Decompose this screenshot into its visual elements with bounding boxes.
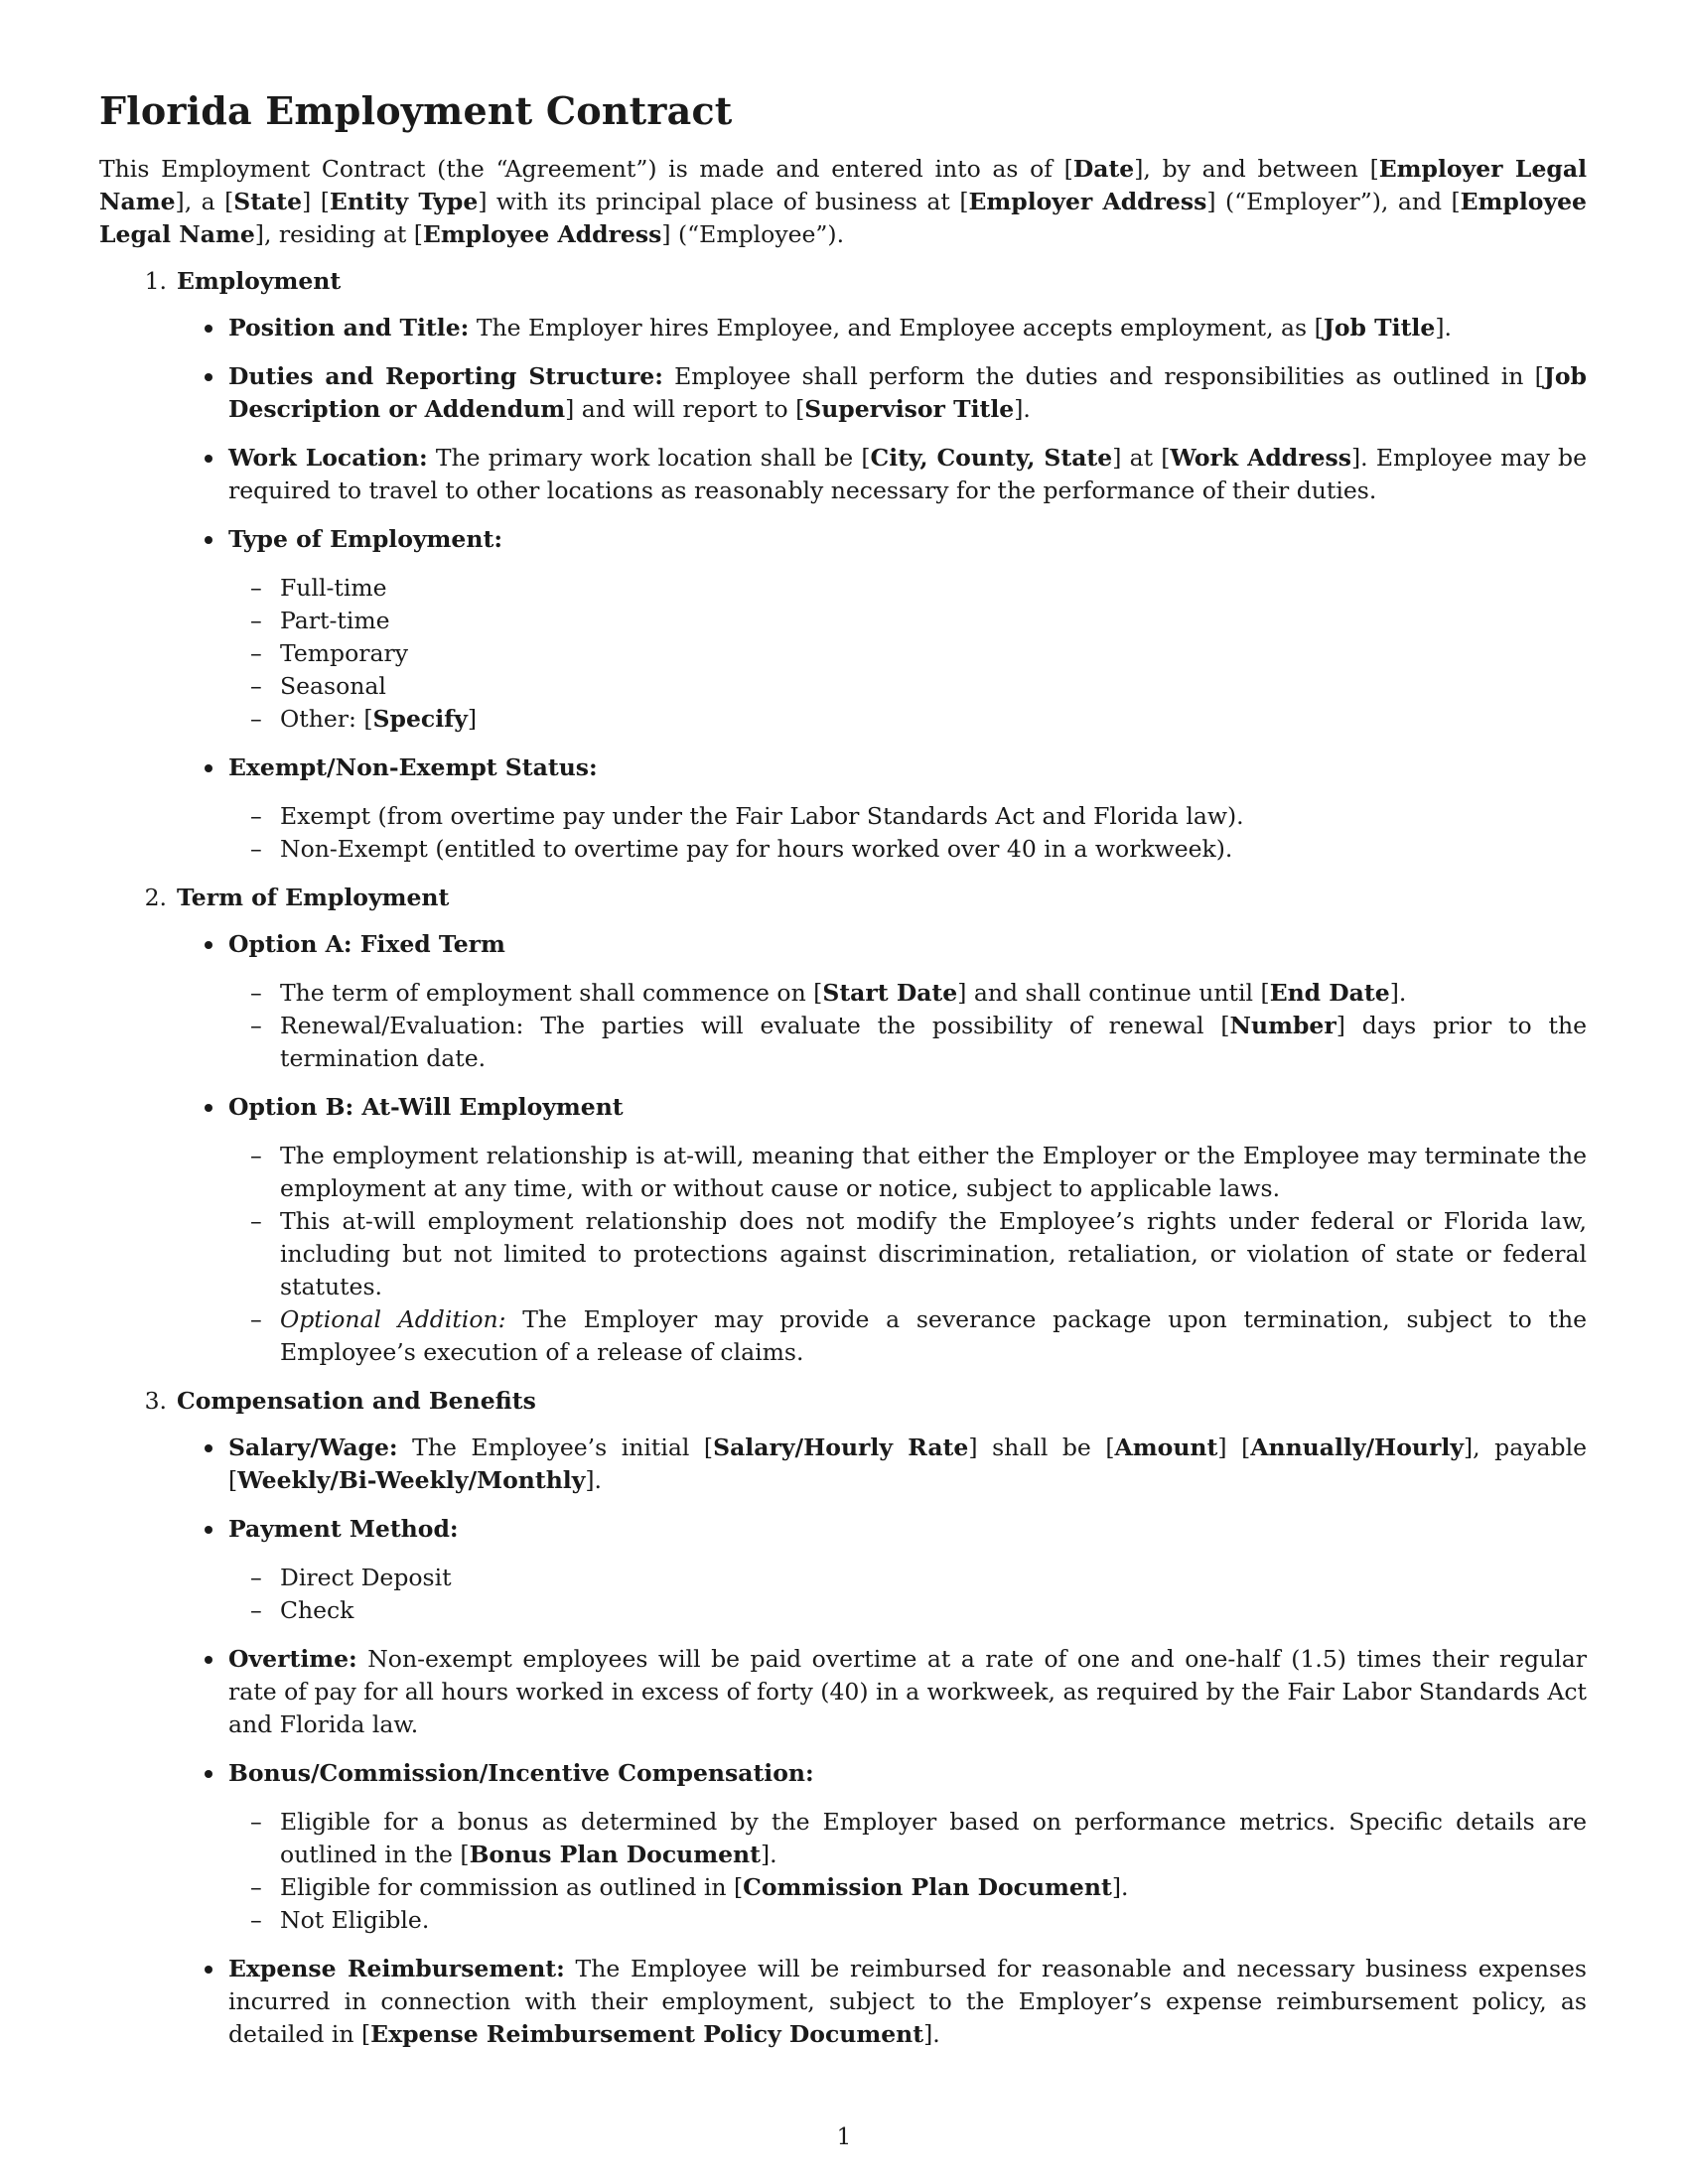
list-item-overtime (228, 1643, 1587, 1741)
list-item-work-location (228, 442, 1587, 507)
item-text: The Employee’s initial [ (397, 1433, 714, 1461)
placeholder-number: Number (1229, 1012, 1336, 1039)
item-text: Eligible for a bonus as determined by the Employer based on performance metrics. Specific details are outlined in the [ (280, 1808, 1587, 1868)
placeholder-specify: Specify (372, 705, 468, 733)
bonus-options (280, 1806, 1587, 1937)
option-check: – Check (280, 1594, 1587, 1627)
option-other (280, 703, 1587, 736)
section-title: Compensation and Benefits (177, 1387, 536, 1415)
placeholder-period: Annually/Hourly (1250, 1433, 1464, 1461)
option-part-time: – Part-time (280, 605, 1587, 637)
payment-method-options (280, 1562, 1587, 1627)
detail-at-will: – The employment relationship is at-will, meaning that either the Employer or the Employee may terminate the employment at any time, with or without cause or notice, subject to applicable laws. (280, 1140, 1587, 1205)
item-text: Eligible for commission as outlined in [ (280, 1873, 744, 1901)
item-text: ] at [ (1112, 444, 1171, 472)
section-heading-compensation (99, 1385, 1587, 1418)
option-direct-deposit: – Direct Deposit (280, 1562, 1587, 1594)
placeholder-supervisor-title: Supervisor Title (804, 395, 1015, 423)
item-text: ] and shall continue until [ (957, 979, 1270, 1007)
item-label: Salary/Wage: (228, 1433, 398, 1461)
list-item-salary (228, 1432, 1587, 1497)
option-bonus (280, 1806, 1587, 1871)
option-a-details (280, 977, 1587, 1075)
item-text: ]. (923, 2020, 940, 2048)
placeholder-employer-address: Employer Address (968, 188, 1207, 215)
list-item-bonus (228, 1757, 1587, 1937)
option-temporary: – Temporary (280, 637, 1587, 670)
list-item-expense (228, 1953, 1587, 2051)
list-item-exempt-status (228, 751, 1587, 866)
placeholder-city-county-state: City, County, State (870, 444, 1113, 472)
option-b-details (280, 1140, 1587, 1369)
intro-paragraph (99, 153, 1587, 251)
section-3-list (228, 1432, 1587, 2051)
placeholder-date: Date (1072, 155, 1135, 183)
section-1-list (228, 312, 1587, 866)
item-text: ]. (1111, 1873, 1129, 1901)
option-non-exempt: – Non-Exempt (entitled to overtime pay for hours worked over 40 in a workweek). (280, 833, 1587, 866)
placeholder-start-date: Start Date (822, 979, 958, 1007)
list-item-position (228, 312, 1587, 344)
placeholder-pay-frequency: Weekly/Bi-Weekly/Monthly (237, 1466, 586, 1494)
employment-type-options (280, 572, 1587, 736)
detail-term-dates (280, 977, 1587, 1010)
placeholder-end-date: End Date (1269, 979, 1390, 1007)
item-text: ], payable [ (228, 1433, 1587, 1494)
detail-rights: – This at-will employment relationship does not modify the Employee’s rights under federal or Florida law, including but not limited to protections against discrimination, retaliation, or violation of state or federal statutes. (280, 1205, 1587, 1303)
item-label: Work Location: (228, 444, 428, 472)
placeholder-work-address: Work Address (1170, 444, 1352, 472)
placeholder-rate: Salary/Hourly Rate (713, 1433, 969, 1461)
section-heading-employment (99, 265, 1587, 298)
item-label: Option B: At-Will Employment (228, 1093, 624, 1121)
item-text: ] (467, 705, 478, 733)
intro-text: ], a [ (175, 188, 234, 215)
item-text: ] [ (1217, 1433, 1251, 1461)
item-text: ] shall be [ (968, 1433, 1115, 1461)
item-text: ]. (1014, 395, 1031, 423)
item-text: Non-exempt employees will be paid overtime at a rate of one and one-half (1.5) times their regular rate of pay for all hours worked in excess of forty (40) in a workweek, as required by the Fair Labor Standards Act and Florida law. (228, 1645, 1587, 1738)
placeholder-entity-type: Entity Type (329, 188, 479, 215)
placeholder-expense-policy: Expense Reimbursement Policy Document (370, 2020, 924, 2048)
item-text: ] days prior to the termination date. (280, 1012, 1587, 1072)
section-title: Employment (177, 267, 342, 295)
option-exempt: – Exempt (from overtime pay under the Fair Labor Standards Act and Florida law). (280, 800, 1587, 833)
placeholder-employee-name: Employee Legal Name (99, 188, 1588, 248)
list-item-employment-type (228, 523, 1587, 736)
item-text: The Employer hires Employee, and Employee accepts employment, as [ (469, 314, 1324, 341)
option-full-time: – Full-time (280, 572, 1587, 605)
item-text: ]. Employee may be required to travel to other locations as reasonably necessary for the performance of their duties. (228, 444, 1587, 504)
section-number: 1. (144, 267, 167, 295)
section-number: 2. (144, 884, 167, 911)
detail-renewal (280, 1010, 1587, 1075)
intro-text: ] (“Employee”). (661, 220, 845, 248)
intro-text: ], by and between [ (1134, 155, 1379, 183)
section-2-list (228, 928, 1587, 1369)
intro-text: ] [ (302, 188, 330, 215)
item-text: Employee shall perform the duties and responsibilities as outlined in [ (662, 362, 1544, 390)
placeholder-state: State (233, 188, 303, 215)
placeholder-job-description: Job Description or Addendum (228, 362, 1587, 423)
section-title: Term of Employment (177, 884, 450, 911)
item-label: Type of Employment: (228, 525, 502, 553)
placeholder-commission-plan: Commission Plan Document (743, 1873, 1112, 1901)
list-item-payment-method (228, 1513, 1587, 1627)
item-label: Payment Method: (228, 1515, 459, 1543)
item-label: Option A: Fixed Term (228, 930, 505, 958)
item-label: Expense Reimbursement: (228, 1955, 565, 1982)
placeholder-amount: Amount (1114, 1433, 1218, 1461)
item-label: Bonus/Commission/Incentive Compensation: (228, 1759, 814, 1787)
placeholder-job-title: Job Title (1323, 314, 1436, 341)
item-text: The Employee will be reimbursed for reasonable and necessary business expenses incurred in connection with their employment, subject to the Employer’s expense reimbursement policy, as detailed in [ (228, 1955, 1587, 2048)
item-label: Exempt/Non-Exempt Status: (228, 753, 598, 781)
item-label: Overtime: (228, 1645, 357, 1673)
page-number: 1 (836, 2124, 852, 2150)
option-commission (280, 1871, 1587, 1904)
item-text: Other: [ (280, 705, 373, 733)
exempt-status-options (280, 800, 1587, 866)
list-item-option-b (228, 1091, 1587, 1369)
placeholder-bonus-plan: Bonus Plan Document (469, 1841, 761, 1868)
item-text: ]. (1389, 979, 1407, 1007)
item-text: ] and will report to [ (565, 395, 805, 423)
item-label: Position and Title: (228, 314, 470, 341)
item-text: ]. (585, 1466, 603, 1494)
placeholder-employer-name: Employer Legal Name (99, 155, 1587, 215)
section-number: 3. (144, 1387, 167, 1415)
intro-text: ] (“Employer”), and [ (1206, 188, 1461, 215)
document-page (99, 79, 1587, 2067)
item-label: Optional Addition: (280, 1305, 506, 1333)
intro-text: This Employment Contract (the “Agreement”) is made and entered into as of [ (99, 155, 1073, 183)
item-text: The Employer may provide a severance package upon termination, subject to the Employee’s execution of a release of claims. (280, 1305, 1587, 1366)
placeholder-employee-address: Employee Address (422, 220, 662, 248)
list-item-option-a (228, 928, 1587, 1075)
option-not-eligible: – Not Eligible. (280, 1904, 1587, 1937)
detail-severance (280, 1303, 1587, 1369)
item-text: The primary work location shall be [ (427, 444, 871, 472)
section-heading-term (99, 882, 1587, 914)
item-text: The term of employment shall commence on [ (280, 979, 823, 1007)
option-seasonal: – Seasonal (280, 670, 1587, 703)
item-text: Renewal/Evaluation: The parties will evaluate the possibility of renewal [ (280, 1012, 1230, 1039)
intro-text: ], residing at [ (254, 220, 423, 248)
intro-text: ] with its principal place of business at [ (478, 188, 969, 215)
list-item-duties (228, 360, 1587, 426)
item-text: ]. (1435, 314, 1452, 341)
item-label: Duties and Reporting Structure: (228, 362, 663, 390)
document-title: Florida Employment Contract (99, 88, 733, 133)
item-text: ]. (760, 1841, 777, 1868)
